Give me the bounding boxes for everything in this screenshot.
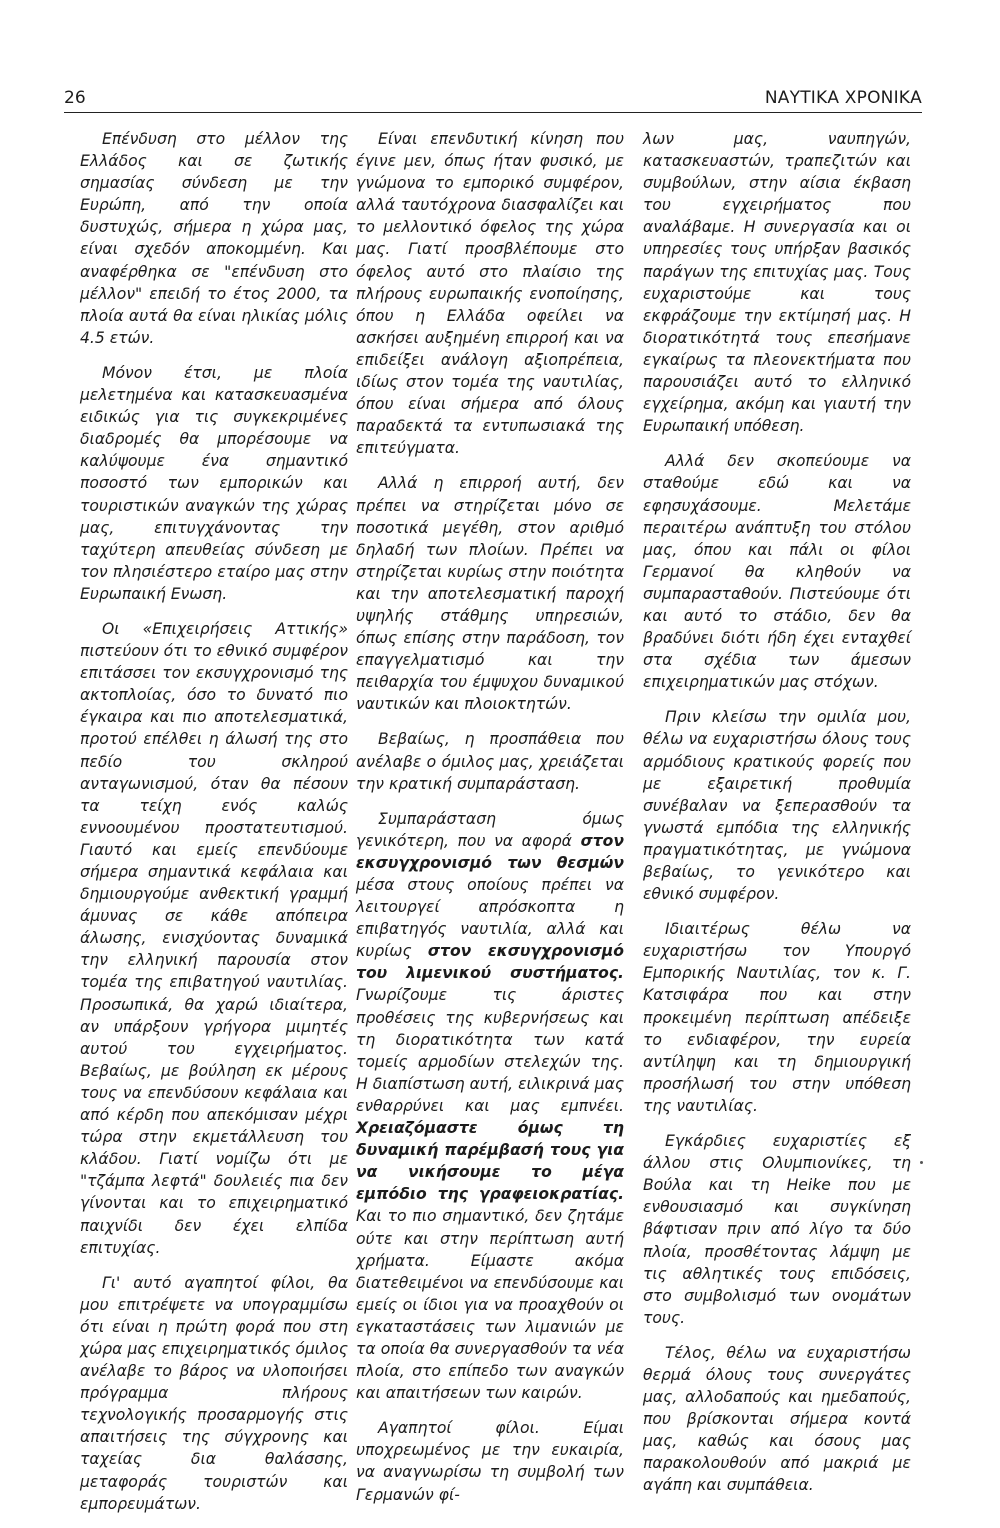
bold-phrase: στον εκσυγχρονισμό του λιμενικού συστήματος. [356, 942, 624, 983]
page-number: 26 [64, 88, 86, 108]
bold-phrase: στον εκσυγχρονισμό των θεσμών [356, 831, 624, 872]
paragraph: Ιδιαιτέρως θέλω να ευχαριστήσω τον Υπουργό Εμπορικής Ναυτιλίας, τον κ. Γ. Κατσιφάρα που και στην προκειμένη περίπτωση απέδειξε το ενδιαφέρον, την ευρεία αντίληψη και τη δημιουργική προσήλωσή του στην υπόθεση της ναυτιλίας. [643, 920, 911, 1115]
paragraph: Είναι επενδυτική κίνηση που έγινε μεν, όπως ήταν φυσικό, με γνώμονα το εμπορικό συμφέρον, αλλά ταυτόχρονα διασφαλίζει και το μελλοντικό όφελος της χώρα μας. Γιατί προσβλέπουμε στο όφελος αυτό στο πλαίσιο της πλήρους ευρωπαικής ενοποίησης, όπου η Ελλάδα οφείλει να ασκήσει αυξημένη επιρροή και να επιδείξει ανάλογη αξιοπρέπεια, ιδίως στον τομέα της ναυτιλίας, όπου είναι σήμερα από όλους παραδεκτά τα εντυπωσιακά της επιτεύγματα. [356, 130, 624, 458]
paragraph: Επένδυση στο μέλλον της Ελλάδος και σε ζωτικής σημασίας σύνδεση με την Ευρώπη, από την οποία δυστυχώς, σήμερα η χώρα μας, είναι σχεδόν αποκομμένη. Και αναφέρθηκα σε "επένδυση στο μέλλον" επειδή το έτος 2000, τα πλοία αυτά θα είναι ηλικίας μόλις 4.5 ετών. [80, 130, 348, 347]
paragraph: Βεβαίως, η προσπάθεια που ανέλαβε ο όμιλος μας, χρειάζεται την κρατική συμπαράσταση. [356, 730, 624, 793]
paragraph-text: μέσα στους οποίους πρέπει να λειτουργεί απρόσκοπτα η επιβατηγός ναυτιλία, αλλά και κυρίως [356, 876, 624, 961]
paragraph: Γι' αυτό αγαπητοί φίλοι, θα μου επιτρέψετε να υπογραμμίσω ότι είναι η πρώτη φορά που στη χώρα μας επιχειρηματικός όμιλος ανέλαβε το βάρος να υλοποιήσει πρόγραμμα πλήρους τεχνολογικής προσαρμογής στις απαιτήσεις της σύγχρονης και ταχείας δια θαλάσσης, μεταφοράς τουριστών και εμπορευμάτων. [80, 1273, 348, 1513]
paragraph-text: Συμπαράσταση όμως γενικότερη, που να αφορά [356, 809, 624, 850]
column-3 [643, 128, 911, 1510]
paragraph: Πριν κλείσω την ομιλία μου, θέλω να ευχαριστήσω όλους τους αρμόδιους κρατικούς φορείς που με εξαιρετική προθυμία συνέβαλαν να ξεπερασθούν τα γνωστά εμπόδια της ελληνικής πραγματικότητας, με γνώμονα βεβαίως, το γενικότερο και εθνικό συμφέρον. [643, 708, 911, 904]
page-header [64, 88, 922, 112]
running-title: ΝΑΥΤΙΚΑ ΧΡΟΝΙΚΑ [764, 88, 922, 108]
paragraph-text: Γνωρίζουμε τις άριστες προθέσεις της κυβερνήσεως και τη διορατικότητα των κατά τομείς αρμοδίων στελεχών της. Η διαπίστωση αυτή, ειλικρινά μας ενθαρρύνει και μας εμπνέει. [356, 986, 624, 1115]
paragraph: Εγκάρδιες ευχαριστίες εξ άλλου στις Ολυμπιονίκες, τη Βούλα και τη Heike που με ενθουσιασμό και συγκίνηση βάφτισαν πριν από λίγο τα δύο πλοία, προσθέτοντας λάμψη με τις αθλητικές τους επιδόσεις, στο συμβολισμό των ονομάτων τους. [643, 1132, 911, 1327]
column-2 [356, 128, 624, 1519]
paragraph: λων μας, ναυπηγών, κατασκευαστών, τραπεζιτών και συμβούλων, στην αίσια έκβαση του εγχειρήματος που αναλάβαμε. Η συνεργασία και οι υπηρεσίες τους υπήρξαν βασικός παράγων της επιτυχίας μας. Τους ευχαριστούμε και τους εκφράζουμε την εκτίμησή μας. Η διορατικότητά τους επεσήμανε εγκαίρως τα πλεονεκτήματα που παρουσιάζει αυτό το ελληνικό εγχείρημα, ακόμη και γιαυτή την Ευρωπαική υπόθεση. [643, 130, 911, 436]
paragraph: Μόνον έτσι, με πλοία μελετημένα και κατασκευασμένα ειδικώς για τις συγκεκριμένες διαδρομές θα μπορέσουμε να καλύψουμε ένα σημαντικό ποσοστό των εμπορικών και τουριστικών αναγκών της χώρας μας, επιτυγχάνοντας την ταχύτερη απευθείας σύνδεση με τον πλησιέστερο εταίρο μας στην Ευρωπαική Ενωση. [80, 363, 348, 603]
column-1 [80, 128, 348, 1528]
paragraph: Οι «Επιχειρήσεις Αττικής» πιστεύουν ότι το εθνικό συμφέρον επιτάσσει τον εκσυγχρονισμό της ακτοπλοίας, όσο το δυνατό πιο έγκαιρα και πιο αποτελεσματικά, προτού επέλθει η άλωσή της στο πεδίο του σκληρού ανταγωνισμού, όταν θα πέσουν τα τείχη ενός καλώς εννοουμένου προστατευτισμού. Γιαυτό και εμείς επενδύουμε σήμερα σημαντικά κεφάλαια και δημιουργούμε ανθεκτική γραμμή άμυνας σε κάθε απόπειρα άλωσης, ενισχύοντας δυναμικά την ελληνική παρουσία στον τομέα της επιβατηγού ναυτιλίας. Προσωπικά, θα χαρώ ιδιαίτερα, αν υπάρξουν γρήγορα μιμητές αυτού του εγχειρήματος. Βεβαίως, με βούληση εκ μέρους τους να επενδύσουν κεφάλαια και από κέρδη που απεκόμισαν μέχρι τώρα στην εκμετάλλευση του κλάδου. Γιατί νομίζω ότι με "τζάμπα λεφτά" δουλειές πια δεν γίνονται και το επιχειρηματικό παιχνίδι δεν έχει ελπίδα επιτυχίας. [80, 619, 349, 1257]
header-rule [64, 112, 922, 113]
paragraph-text: Και το πιο σημαντικό, δεν ζητάμε ούτε και στην περίπτωση αυτή χρήματα. Είμαστε ακόμα διατεθειμένοι να επενδύσουμε και εμείς οι ίδιοι για να προαχθούν οι εγκαταστάσεις των λιμανιών με τα οποία θα συνεργασθούν τα νέα πλοία, στο επίπεδο των αναγκών και απαιτήσεων των καιρών. [356, 1207, 624, 1403]
paragraph-with-emphasis [356, 808, 624, 1405]
paragraph: Τέλος, θέλω να ευχαριστήσω θερμά όλους τους συνεργάτες μας, αλλοδαπούς και ημεδαπούς, που βρίσκονται σήμερα κοντά μας, καθώς και όσους μας παρακολουθούν από μακριά με αγάπη και συμπάθεια. [643, 1343, 911, 1495]
paragraph: Αλλά δεν σκοπεύουμε να σταθούμε εδώ και να εφησυχάσουμε. Μελετάμε περαιτέρω ανάπτυξη του στόλου μας, όπου και πάλι οι φίλοι Γερμανοί θα κληθούν να συμπαρασταθούν. Πιστεύουμε ότι και αυτό το στάδιο, δεν θα βραδύνει διότι ήδη έχει ενταχθεί στα σχέδια των άμεσων επιχειρηματικών μας στόχων. [643, 452, 911, 692]
paragraph: Αλλά η επιρροή αυτή, δεν πρέπει να στηρίζεται μόνο σε ποσοτικά μεγέθη, στον αριθμό δηλαδή των πλοίων. Πρέπει να στηρίζεται κυρίως στην ποιότητα και την αποτελεσματική παροχή υψηλής στάθμης υπηρεσιών, όπως επίσης στην παράδοση, τον επαγγελματισμό και την πειθαρχία του έμψυχου δυναμικού ναυτικών και πλοιοκτητών. [356, 474, 624, 714]
paragraph: Αγαπητοί φίλοι. Είμαι υποχρεωμένος με την ευκαιρία, να αναγνωρίσω τη συμβολή των Γερμανών φί- [356, 1419, 624, 1504]
bold-phrase: Χρειαζόμαστε όμως τη δυναμική παρέμβασή τους για να νικήσουμε το μέγα εμπόδιο της γραφειοκρατίας. [356, 1119, 624, 1204]
binding-hole-mark [920, 1161, 923, 1164]
